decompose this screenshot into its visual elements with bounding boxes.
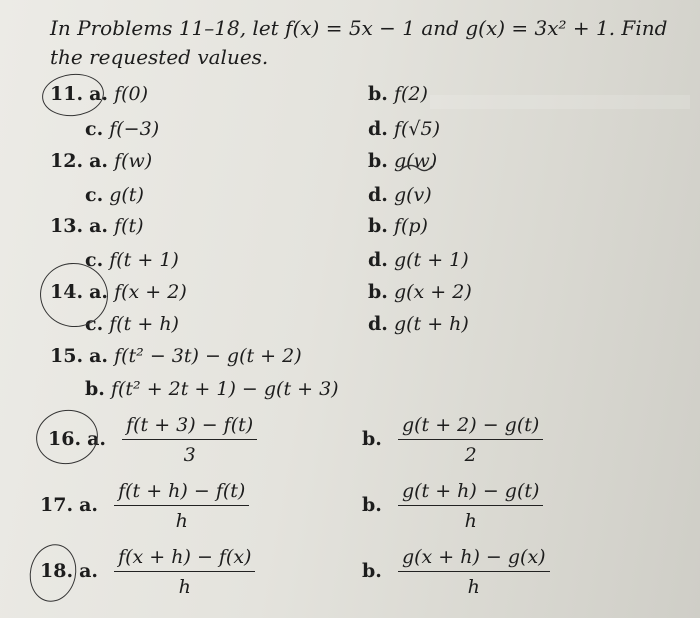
denominator: h bbox=[178, 576, 191, 598]
problem-number: 11. bbox=[50, 83, 84, 105]
denominator: 2 bbox=[464, 444, 477, 466]
part-label: d. bbox=[368, 184, 388, 206]
part-label: b. bbox=[362, 428, 382, 450]
bleed-through-texture bbox=[430, 95, 690, 109]
part-label: a. bbox=[89, 281, 109, 303]
problem-instructions: In Problems 11–18, let f(x) = 5x − 1 and g(x) = 3x² + 1. Find the requested values. bbox=[50, 16, 668, 69]
denominator: 3 bbox=[183, 444, 196, 466]
problem-12c bbox=[85, 184, 144, 206]
problem-13b bbox=[368, 215, 428, 237]
part-label: b. bbox=[368, 281, 388, 303]
problem-11d bbox=[368, 118, 440, 140]
numerator: f(t + 3) − f(t) bbox=[122, 414, 257, 440]
problem-14d bbox=[368, 313, 469, 335]
expression: f(t) bbox=[114, 215, 144, 237]
part-label: d. bbox=[368, 313, 388, 335]
part-label: c. bbox=[85, 184, 104, 206]
problem-17b bbox=[362, 480, 543, 532]
fraction bbox=[398, 546, 550, 598]
expression: f(t² + 2t + 1) − g(t + 3) bbox=[110, 378, 339, 400]
fraction bbox=[114, 480, 249, 532]
numerator: g(t + 2) − g(t) bbox=[398, 414, 543, 440]
problem-number: 13. bbox=[50, 215, 84, 237]
denominator: h bbox=[467, 576, 480, 598]
expression: f(t + h) bbox=[109, 313, 179, 335]
fraction bbox=[398, 480, 543, 532]
problem-number: 14. bbox=[50, 281, 84, 303]
part-label: c. bbox=[85, 118, 104, 140]
fraction bbox=[114, 546, 255, 598]
problem-11c bbox=[85, 118, 159, 140]
numerator: f(x + h) − f(x) bbox=[114, 546, 255, 572]
problem-12d bbox=[368, 184, 432, 206]
part-label: b. bbox=[85, 378, 105, 400]
expression: g(t + 1) bbox=[393, 249, 469, 271]
fraction bbox=[398, 414, 543, 466]
expression: f(t + 1) bbox=[109, 249, 179, 271]
expression: g(x + 2) bbox=[393, 281, 472, 303]
part-label: a. bbox=[89, 215, 109, 237]
pen-scratch-mark bbox=[398, 160, 434, 176]
problem-number: 18. bbox=[40, 560, 74, 582]
problem-13a bbox=[50, 215, 144, 237]
expression: f(−3) bbox=[109, 118, 160, 140]
part-label: b. bbox=[362, 560, 382, 582]
part-label: a. bbox=[87, 428, 107, 450]
problem-16b bbox=[362, 414, 543, 466]
part-label: b. bbox=[368, 83, 388, 105]
expression: g(v) bbox=[393, 184, 432, 206]
numerator: g(t + h) − g(t) bbox=[398, 480, 543, 506]
denominator: h bbox=[464, 510, 477, 532]
part-label: a. bbox=[89, 345, 109, 367]
problem-15a bbox=[50, 345, 302, 367]
expression: g(w) bbox=[393, 150, 438, 172]
part-label: a. bbox=[79, 560, 99, 582]
problem-number: 16. bbox=[48, 428, 82, 450]
problem-12a bbox=[50, 150, 152, 172]
part-label: b. bbox=[368, 150, 388, 172]
problem-number: 17. bbox=[40, 494, 74, 516]
part-label: b. bbox=[362, 494, 382, 516]
expression: f(p) bbox=[393, 215, 428, 237]
numerator: f(t + h) − f(t) bbox=[114, 480, 249, 506]
problem-18b bbox=[362, 546, 550, 598]
part-label: c. bbox=[85, 249, 104, 271]
problem-13c bbox=[85, 249, 179, 271]
numerator: g(x + h) − g(x) bbox=[398, 546, 550, 572]
expression: f(x + 2) bbox=[114, 281, 187, 303]
denominator: h bbox=[175, 510, 188, 532]
pen-circle-11 bbox=[40, 71, 109, 119]
problem-number: 12. bbox=[50, 150, 84, 172]
expression: f(2) bbox=[393, 83, 428, 105]
part-label: a. bbox=[89, 150, 109, 172]
problem-11b bbox=[368, 83, 428, 105]
part-label: d. bbox=[368, 249, 388, 271]
part-label: a. bbox=[89, 83, 109, 105]
expression: f(w) bbox=[114, 150, 153, 172]
expression: f(√5) bbox=[393, 118, 441, 140]
problem-15b bbox=[85, 378, 339, 400]
problem-number: 15. bbox=[50, 345, 84, 367]
fraction bbox=[122, 414, 257, 466]
part-label: d. bbox=[368, 118, 388, 140]
problem-17a bbox=[40, 480, 249, 532]
expression: f(t² − 3t) − g(t + 2) bbox=[114, 345, 302, 367]
expression: g(t + h) bbox=[393, 313, 469, 335]
expression: g(t) bbox=[109, 184, 144, 206]
part-label: c. bbox=[85, 313, 104, 335]
expression: f(0) bbox=[114, 83, 149, 105]
problem-14b bbox=[368, 281, 472, 303]
part-label: b. bbox=[368, 215, 388, 237]
part-label: a. bbox=[79, 494, 99, 516]
problem-13d bbox=[368, 249, 469, 271]
